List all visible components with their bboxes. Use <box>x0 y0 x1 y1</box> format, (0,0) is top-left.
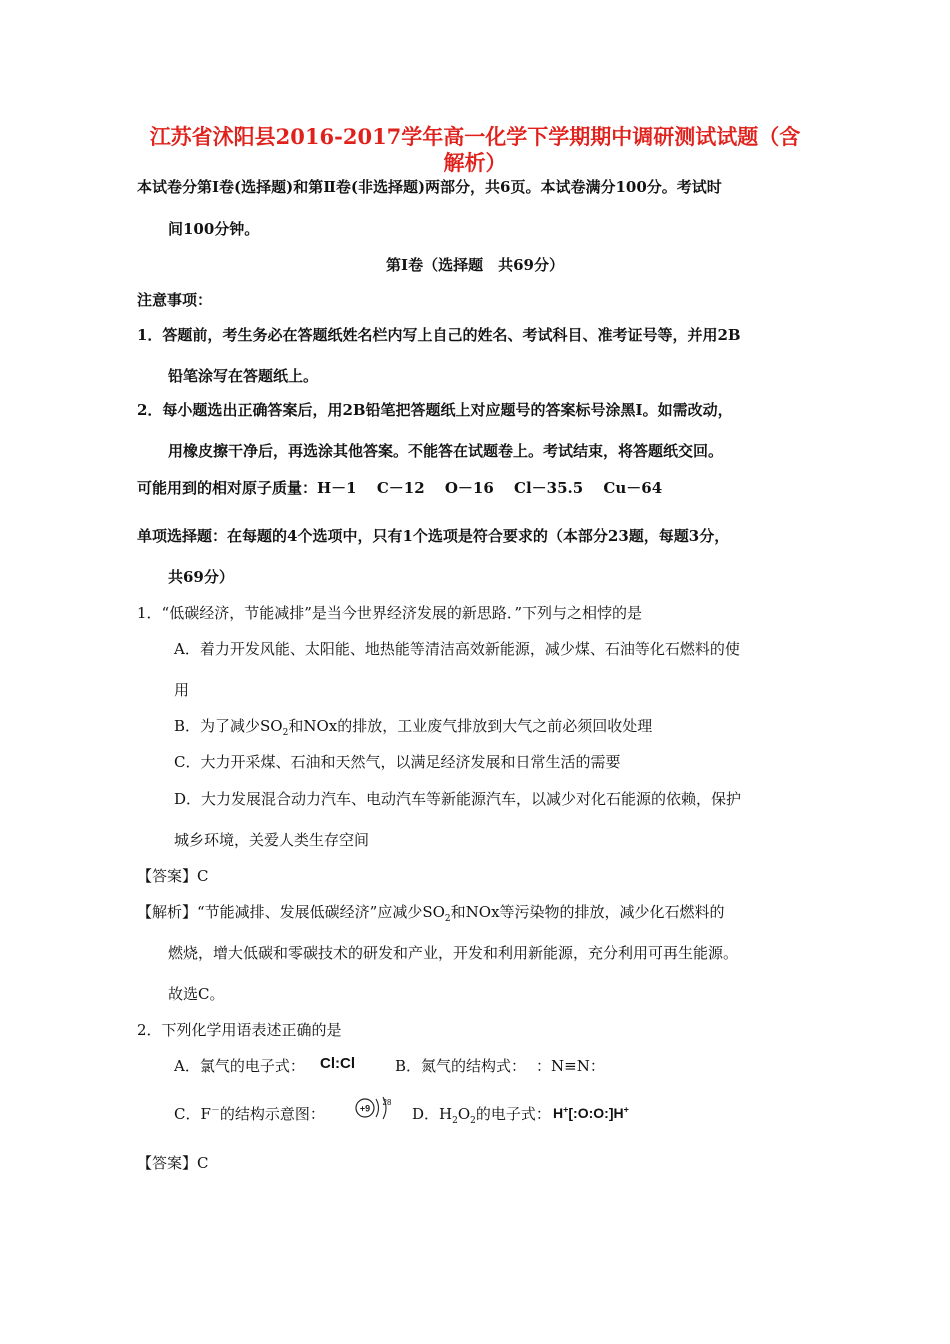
notice1-line2: 铅笔涂写在答题纸上。 <box>168 367 319 385</box>
notice-heading: 注意事项： <box>137 291 213 309</box>
q2-answer: 【答案】C <box>137 1154 209 1172</box>
q1-option-c: C．大力开采煤、石油和天然气，以满足经济发展和日常生活的需要 <box>174 753 621 771</box>
q1-option-b-pre: B．为了减少SO <box>174 717 283 735</box>
notice2-line2: 用橡皮擦干净后，再选涂其他答案。不能答在试题卷上。考试结束，将答题纸交回。 <box>168 442 724 460</box>
q1-analysis-line3: 故选C。 <box>168 985 225 1003</box>
q1-analysis-line1 <box>137 902 725 922</box>
q1-option-a-line2: 用 <box>174 681 190 699</box>
q2-option-c-sup: － <box>210 1106 220 1116</box>
q1-option-b <box>174 716 652 736</box>
h2o2-h1: H <box>553 1105 564 1121</box>
q2-option-d-sub1: 2 <box>452 1116 458 1126</box>
atomic-mass-line: 可能用到的相对原子质量：H－1 C－12 O－16 Cl－35.5 Cu－64 <box>137 479 663 497</box>
q1-analysis-pre: 【解析】“节能减排、发展低碳经济”应减少SO <box>137 903 445 921</box>
q1-option-a-line1: A．着力开发风能、太阳能、地热能等清洁高效新能源，减少煤、石油等化石燃料的使 <box>174 640 740 658</box>
h2o2-core: [:O:O:] <box>568 1105 614 1121</box>
notice1-line1: 1．答题前，考生务必在答题纸姓名栏内写上自己的姓名、考试科目、准考证号等，并用2B <box>137 326 741 344</box>
single-choice-line2: 共69分） <box>168 568 234 586</box>
notice2-line1: 2．每小题选出正确答案后，用2B铅笔把答题纸上对应题号的答案标号涂黑Ⅰ。如需改动， <box>137 401 733 419</box>
q1-option-b-post: 和NOx的排放，工业废气排放到大气之前必须回收处理 <box>288 717 653 735</box>
q2-option-d-post: 的电子式： <box>475 1105 551 1123</box>
q1-analysis-post: 和NOx等污染物的排放，减少化石燃料的 <box>450 903 725 921</box>
q2-option-d-label <box>412 1104 551 1124</box>
q2-option-a-label: A．氯气的电子式： <box>174 1057 305 1075</box>
q2-option-b-formula: ：N≡N： <box>536 1057 605 1075</box>
q2-option-d-sub2: 2 <box>470 1116 476 1126</box>
h2o2-h1-charge: + <box>563 1104 569 1115</box>
q1-stem: 1．“低碳经济，节能减排”是当今世界经济发展的新思路．”下列与之相悖的是 <box>137 604 643 622</box>
single-choice-line1: 单项选择题：在每题的4个选项中，只有1个选项是符合要求的（本部分23题，每题3分， <box>137 527 730 545</box>
q1-analysis-sub: 2 <box>444 914 451 924</box>
q2-stem: 2．下列化学用语表述正确的是 <box>137 1021 342 1039</box>
q2-option-c-label <box>174 1104 325 1124</box>
shell-electrons: 28 <box>382 1098 392 1107</box>
doc-title-line2: 解析） <box>443 150 507 175</box>
intro-line1: 本试卷分第Ⅰ卷(选择题)和第Ⅱ卷(非选择题)两部分，共6页。本试卷满分100分。考试时 <box>137 178 722 196</box>
q2-option-c-post: 的结构示意图： <box>219 1105 325 1123</box>
q1-option-d-line1: D．大力发展混合动力汽车、电动汽车等新能源汽车，以减少对化石能源的依赖，保护 <box>174 790 742 808</box>
fluoride-structure-diagram <box>352 1094 400 1124</box>
q2-option-c-pre: C．F <box>174 1105 211 1123</box>
h2o2-h2-charge: + <box>623 1104 629 1115</box>
q1-analysis-line2: 燃烧，增大低碳和零碳技术的研发和产业，开发和利用新能源，充分利用可再生能源。 <box>168 944 739 962</box>
q1-answer: 【答案】C <box>137 867 209 885</box>
doc-title-line1: 江苏省沭阳县2016-2017学年高一化学下学期期中调研测试试题（含 <box>149 124 801 149</box>
intro-line2: 间100分钟。 <box>168 220 260 238</box>
q2-option-d-formula <box>553 1103 629 1123</box>
h2o2-h2: H <box>613 1105 624 1121</box>
q1-option-b-sub: 2 <box>282 728 289 738</box>
shell-arc-1 <box>376 1099 379 1117</box>
q2-option-b-label: B．氮气的结构式： <box>395 1057 527 1075</box>
q2-option-d-pre: D．H <box>412 1105 453 1123</box>
q2-option-d-mid: O <box>457 1105 471 1123</box>
nucleus-charge: +9 <box>359 1103 371 1114</box>
section1-heading: 第Ⅰ卷（选择题 共69分） <box>386 256 564 274</box>
q1-option-d-line2: 城乡环境，关爱人类生存空间 <box>174 831 370 849</box>
q2-option-a-formula: Cl:Cl <box>320 1055 355 1072</box>
